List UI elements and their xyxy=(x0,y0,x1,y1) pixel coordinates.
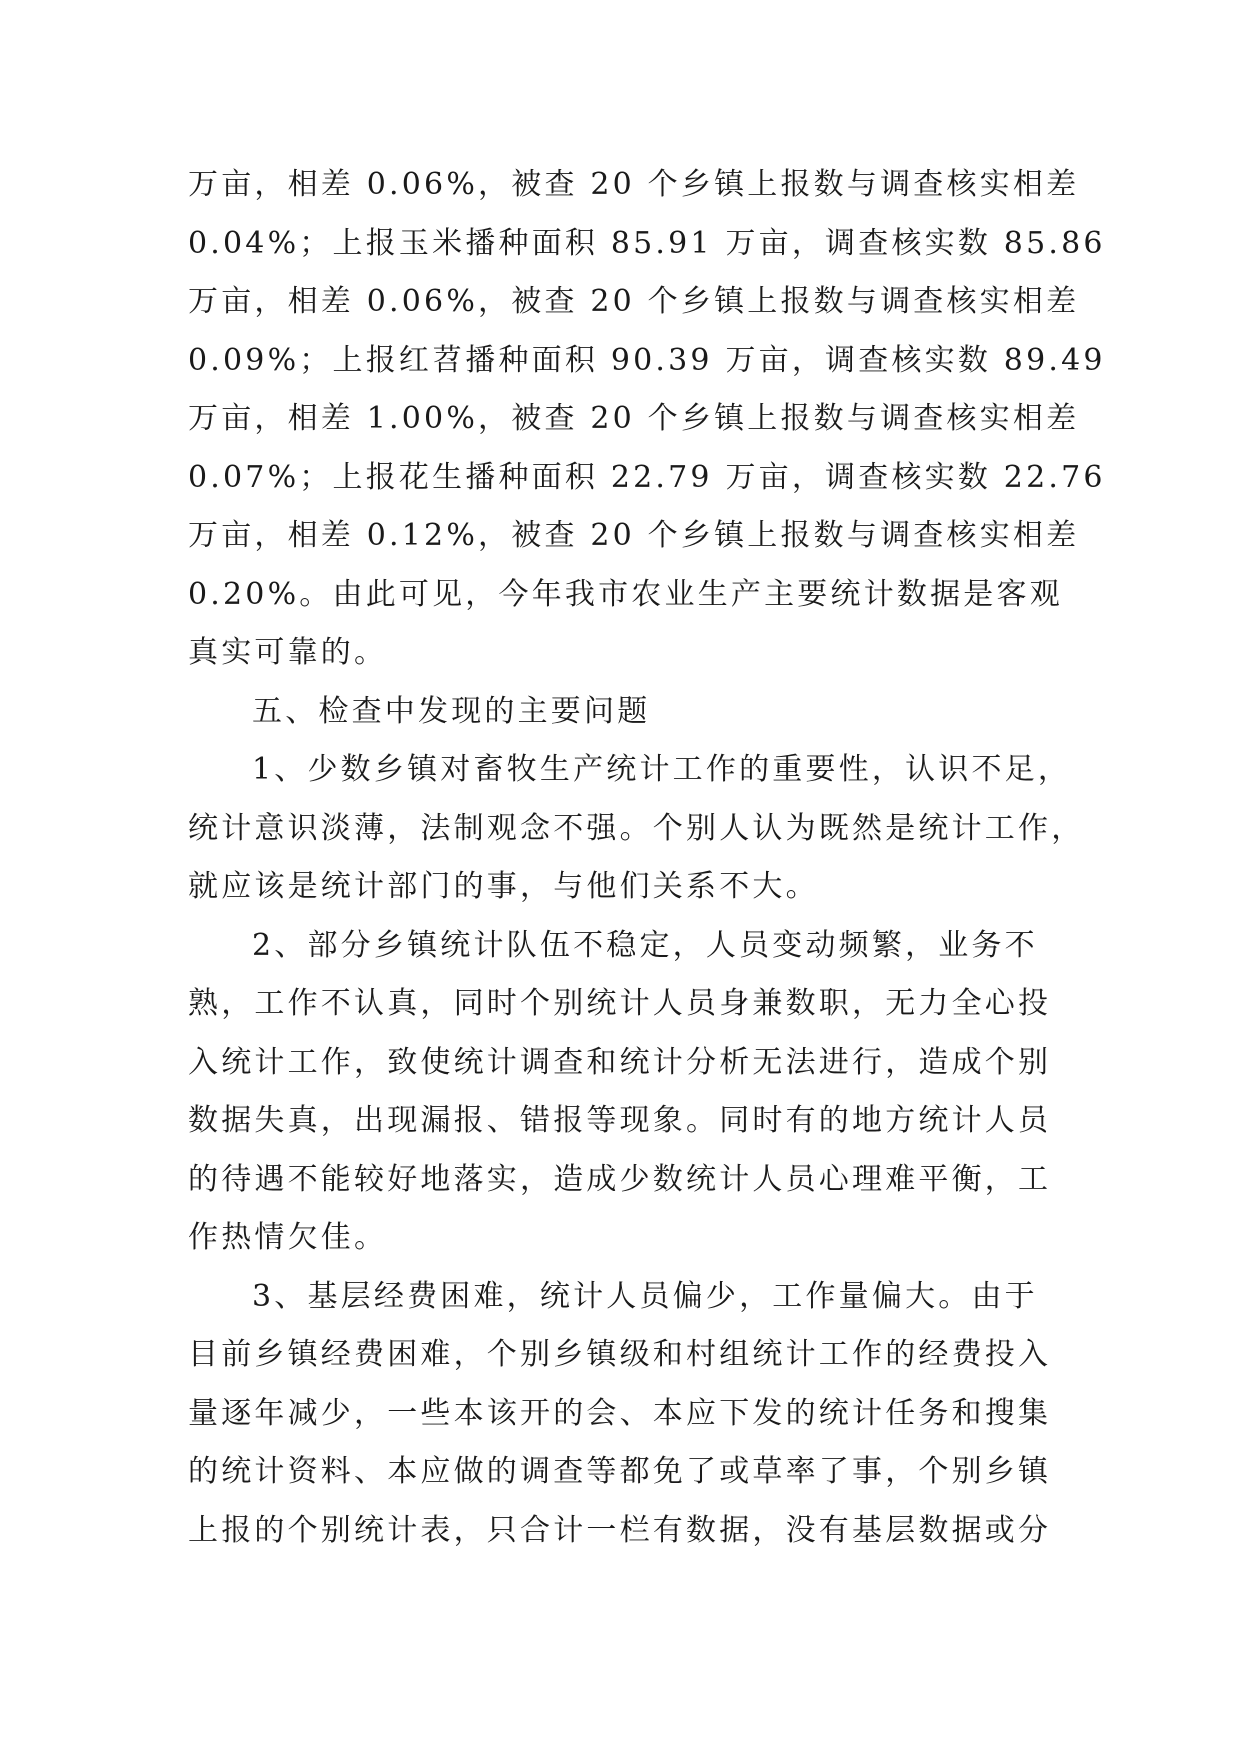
text-line: 数据失真，出现漏报、错报等现象。同时有的地方统计人员 xyxy=(188,1103,1052,1138)
text-line: 万亩，相差 0.06%，被查 20 个乡镇上报数与调查核实相差 xyxy=(188,284,1080,319)
text-line: 真实可靠的。 xyxy=(188,635,388,670)
text-line: 的统计资料、本应做的调查等都免了或草率了事，个别乡镇 xyxy=(188,1454,1052,1489)
text-line: 上报的个别统计表，只合计一栏有数据，没有基层数据或分 xyxy=(188,1512,1052,1548)
paragraph-start-line: 3、基层经费困难，统计人员偏少，工作量偏大。由于 xyxy=(252,1278,1038,1314)
text-line: 0.09%；上报红苕播种面积 90.39 万亩，调查核实数 89.49 xyxy=(188,342,1106,378)
body-text xyxy=(188,156,1106,1560)
text-line: 量逐年减少，一些本该开的会、本应下发的统计任务和搜集 xyxy=(188,1395,1052,1431)
text-line: 0.20%。由此可见，今年我市农业生产主要统计数据是客观 xyxy=(188,576,1063,612)
text-line: 熟，工作不认真，同时个别统计人员身兼数职，无力全心投 xyxy=(188,986,1052,1021)
paragraph-start-line: 2、部分乡镇统计队伍不稳定，人员变动频繁，业务不 xyxy=(252,927,1038,963)
text-line: 的待遇不能较好地落实，造成少数统计人员心理难平衡，工 xyxy=(188,1161,1052,1197)
text-line: 作热情欠佳。 xyxy=(188,1220,388,1255)
text-line: 入统计工作，致使统计调查和统计分析无法进行，造成个别 xyxy=(188,1044,1052,1080)
section-heading: 五、检查中发现的主要问题 xyxy=(252,693,651,729)
text-line: 0.07%；上报花生播种面积 22.79 万亩，调查核实数 22.76 xyxy=(188,459,1106,495)
paragraph-start-line: 1、少数乡镇对畜牧生产统计工作的重要性，认识不足， xyxy=(252,752,1072,787)
text-line: 万亩，相差 0.06%，被查 20 个乡镇上报数与调查核实相差 xyxy=(188,167,1080,202)
text-line: 0.04%；上报玉米播种面积 85.91 万亩，调查核实数 85.86 xyxy=(188,225,1106,261)
text-line: 就应该是统计部门的事，与他们关系不大。 xyxy=(188,869,819,904)
text-line: 目前乡镇经费困难，个别乡镇级和村组统计工作的经费投入 xyxy=(188,1337,1052,1372)
text-line: 统计意识淡薄，法制观念不强。个别人认为既然是统计工作， xyxy=(188,810,1085,846)
text-line: 万亩，相差 1.00%，被查 20 个乡镇上报数与调查核实相差 xyxy=(188,401,1080,436)
text-line: 万亩，相差 0.12%，被查 20 个乡镇上报数与调查核实相差 xyxy=(188,518,1080,553)
